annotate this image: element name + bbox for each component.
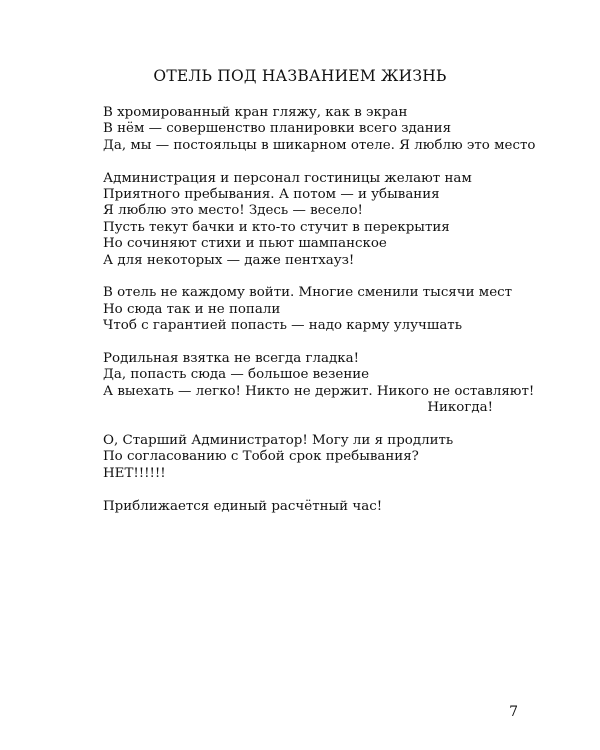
poem-line: Чтоб с гарантией попасть — надо карму улучшать <box>103 318 463 334</box>
poem-line: А для некоторых — даже пентхауз! <box>103 252 355 268</box>
poem-title: ОТЕЛЬ ПОД НАЗВАНИЕМ ЖИЗНЬ <box>153 67 447 85</box>
poem-line: В нём — совершенство планировки всего здания <box>103 121 452 137</box>
poem-line: По согласованию с Тобой срок пребывания? <box>103 449 419 465</box>
poem-line: В хромированный кран гляжу, как в экран <box>103 105 408 120</box>
poem-line: А выехать — легко! Никто не держит. Никого не оставляют! <box>103 383 535 399</box>
poem-line: Я люблю это место! Здесь — весело! <box>103 203 363 219</box>
stanza-6 <box>103 499 503 515</box>
poem-line: Приятного пребывания. А потом — и убывания <box>103 187 440 203</box>
stanza-3 <box>103 285 513 334</box>
poem-body <box>103 105 536 531</box>
poem-line: Родильная взятка не всегда гладка! <box>103 351 360 367</box>
poem-line-right-aligned: Никогда! <box>427 400 493 416</box>
poem-line: Да, мы — постояльцы в шикарном отеле. Я люблю это место <box>103 137 536 153</box>
stanza-5 <box>103 433 503 482</box>
stanza-2 <box>103 171 503 269</box>
poem-line: Да, попасть сюда — большое везение <box>103 367 370 383</box>
poem-line: Но сюда так и не попали <box>103 301 281 317</box>
poem-line: Администрация и персонал гостиницы желают нам <box>103 170 472 186</box>
poem-line: НЕТ!!!!!! <box>103 465 166 481</box>
poem-line: В отель не каждому войти. Многие сменили тысячи мест <box>103 285 513 301</box>
poem-line: О, Старший Администратор! Могу ли я продлить <box>103 433 454 449</box>
poem-line: Но сочиняют стихи и пьют шампанское <box>103 236 387 252</box>
page-number: 7 <box>509 704 518 720</box>
stanza-4 <box>103 351 535 417</box>
poem-line: Приближается единый расчётный час! <box>103 498 383 514</box>
poem-line: Пусть текут бачки и кто-то стучит в перекрытия <box>103 219 450 235</box>
stanza-1 <box>103 105 536 154</box>
